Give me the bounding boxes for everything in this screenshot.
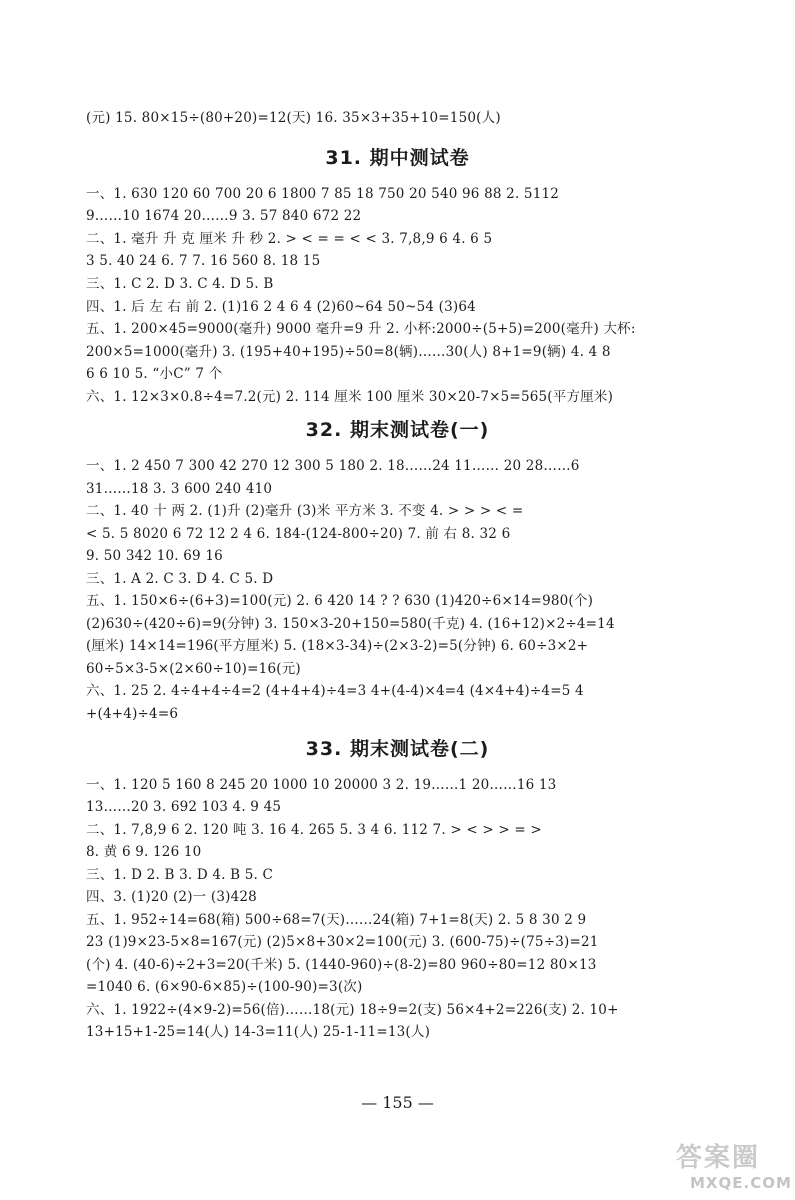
carryover-line: (元) 15. 80×15÷(80+20)=12(天) 16. 35×3+35+10=150(人) (86, 110, 501, 126)
section-31-line: 五、1. 200×45=9000(毫升) 9000 毫升=9 升 2. 小杯:2000÷(5+5)=200(毫升) 大杯: (86, 321, 636, 337)
section-32-line: < 5. 5 8020 6 72 12 2 4 6. 184-(124-800÷20) 7. 前 右 8. 32 6 (86, 526, 511, 542)
section-33-line: 13+15+1-25=14(人) 14-3=11(人) 25-1-11=13(人) (86, 1024, 431, 1040)
section-33-line: 8. 黄 6 9. 126 10 (86, 844, 202, 860)
section-32-line: 一、1. 2 450 7 300 42 270 12 300 5 180 2. 18……24 11…… 20 28……6 (86, 458, 580, 474)
section-33-line: 六、1. 1922÷(4×9-2)=56(倍)……18(元) 18÷9=2(支) 56×4+2=226(支) 2. 10+ (86, 1002, 619, 1018)
section-32-line: (2)630÷(420÷6)=9(分钟) 3. 150×3-20+150=580(千克) 4. (16+12)×2÷4=14 (86, 616, 615, 632)
section-32-line: 60÷5×3-5×(2×60÷10)=16(元) (86, 661, 301, 677)
section-32-line: +(4+4)÷4=6 (86, 706, 179, 722)
section-31-line: 9……10 1674 20……9 3. 57 840 672 22 (86, 208, 362, 224)
section-33-line: 三、1. D 2. B 3. D 4. B 5. C (86, 867, 274, 883)
section-32-line: 五、1. 150×6÷(6+3)=100(元) 2. 6 420 14 ? ? 630 (1)420÷6×14=980(个) (86, 593, 594, 609)
section-33-line: 一、1. 120 5 160 8 245 20 1000 10 20000 3 2. 19……1 20……16 13 (86, 777, 557, 793)
section-33-line: 四、3. (1)20 (2)一 (3)428 (86, 889, 257, 905)
section-32-line: 9. 50 342 10. 69 16 (86, 548, 223, 564)
section-31-title: 31. 期中测试卷 (325, 147, 470, 169)
section-33-line: 13……20 3. 692 103 4. 9 45 (86, 799, 282, 815)
section-32-line: 六、1. 25 2. 4÷4+4÷4=2 (4+4+4)÷4=3 4+(4-4)×4=4 (4×4+4)÷4=5 4 (86, 683, 584, 699)
section-32-line: 31……18 3. 3 600 240 410 (86, 481, 273, 497)
section-33-line: =1040 6. (6×90-6×85)÷(100-90)=3(次) (86, 979, 363, 995)
section-32-line: 二、1. 40 十 两 2. (1)升 (2)毫升 (3)米 平方米 3. 不变 4. > > > < = (86, 503, 524, 519)
section-33-line: 五、1. 952÷14=68(箱) 500÷68=7(天)……24(箱) 7+1=8(天) 2. 5 8 30 2 9 (86, 912, 587, 928)
section-31-line: 三、1. C 2. D 3. C 4. D 5. B (86, 276, 274, 292)
section-33-line: 二、1. 7,8,9 6 2. 120 吨 3. 16 4. 265 5. 3 4 6. 112 7. > < > > = > (86, 822, 542, 838)
section-32-line: 三、1. A 2. C 3. D 4. C 5. D (86, 571, 274, 587)
section-31-line: 200×5=1000(毫升) 3. (195+40+195)÷50=8(辆)……30(人) 8+1=9(辆) 4. 4 8 (86, 344, 611, 360)
section-33-title: 33. 期末测试卷(二) (305, 738, 490, 760)
watermark-url: MXQE.COM (690, 1174, 792, 1192)
section-31-line: 3 5. 40 24 6. 7 7. 16 560 8. 18 15 (86, 253, 321, 269)
watermark-logo (676, 1142, 794, 1198)
section-31-line: 四、1. 后 左 右 前 2. (1)16 2 4 6 4 (2)60~64 50~54 (3)64 (86, 299, 476, 315)
section-31-line: 一、1. 630 120 60 700 20 6 1800 7 85 18 750 20 540 96 88 2. 5112 (86, 186, 560, 202)
page-number: — 155 — (361, 1093, 434, 1112)
section-31-line: 六、1. 12×3×0.8÷4=7.2(元) 2. 114 厘米 100 厘米 30×20-7×5=565(平方厘米) (86, 389, 614, 405)
section-33-line: (个) 4. (40-6)÷2+3=20(千米) 5. (1440-960)÷(8-2)=80 960÷80=12 80×13 (86, 957, 597, 973)
watermark-text: 答案圈 (676, 1143, 761, 1173)
section-32-line: (厘米) 14×14=196(平方厘米) 5. (18×3-34)÷(2×3-2)=5(分钟) 6. 60÷3×2+ (86, 638, 589, 654)
section-33-line: 23 (1)9×23-5×8=167(元) (2)5×8+30×2=100(元) 3. (600-75)÷(75÷3)=21 (86, 934, 599, 950)
section-32-title: 32. 期末测试卷(一) (305, 419, 490, 441)
section-31-line: 6 6 10 5. “小C” 7 个 (86, 366, 223, 382)
section-31-line: 二、1. 毫升 升 克 厘米 升 秒 2. > < = = < < 3. 7,8,9 6 4. 6 5 (86, 231, 493, 247)
